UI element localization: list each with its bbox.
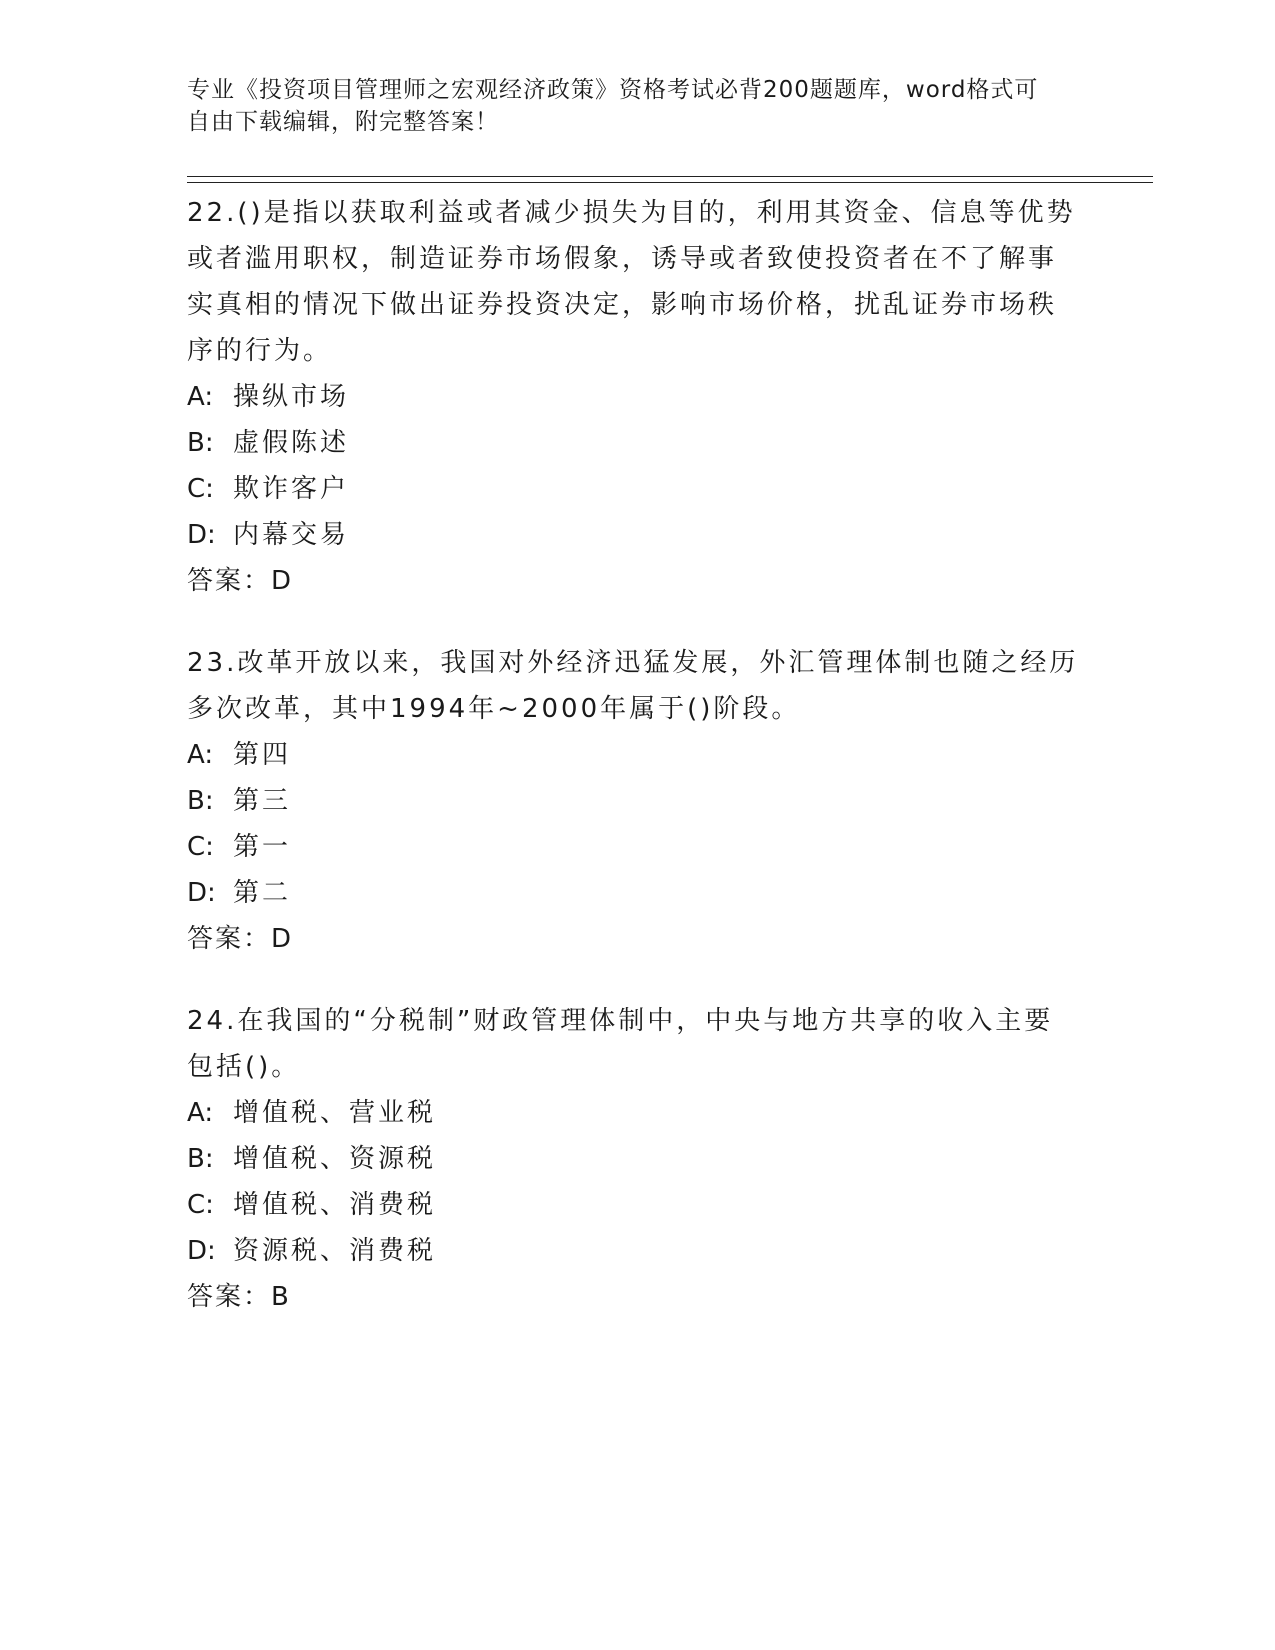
question-stem-line: 23.改革开放以来，我国对外经济迅猛发展，外汇管理体制也随之经历 [187,648,1079,678]
option-text: 虚假陈述 [233,428,350,458]
document-header [187,74,1087,138]
answer-label: 答案： [187,1282,272,1312]
option-text: 第四 [233,740,292,770]
option-c [187,1182,1087,1228]
option-letter: A: [187,382,214,412]
option-text: 增值税、消费税 [233,1190,437,1220]
option-letter: A: [187,1098,214,1128]
answer-line [187,558,1087,604]
option-text: 操纵市场 [233,382,350,412]
option-text: 第二 [233,878,292,908]
option-letter: D: [187,520,216,550]
option-c [187,466,1087,512]
option-a [187,374,1087,420]
option-letter: C: [187,1190,214,1220]
question-stem-line: 序的行为。 [187,336,333,366]
option-text: 欺诈客户 [233,474,350,504]
option-c [187,824,1087,870]
question-stem-line: 24.在我国的“分税制”财政管理体制中，中央与地方共享的收入主要 [187,1006,1054,1036]
option-text: 内幕交易 [233,520,350,550]
question-22 [187,190,1087,604]
answer-line [187,1274,1087,1320]
option-b [187,420,1087,466]
answer-label: 答案： [187,924,272,954]
option-a [187,1090,1087,1136]
answer-value: D [271,566,292,596]
header-divider-bottom [187,182,1153,183]
answer-value: B [271,1282,289,1312]
question-23 [187,640,1087,962]
option-b [187,1136,1087,1182]
header-line-1: 专业《投资项目管理师之宏观经济政策》资格考试必背200题题库，word格式可 [187,77,1039,103]
option-letter: B: [187,428,214,458]
option-d [187,870,1087,916]
option-letter: A: [187,740,214,770]
question-24 [187,998,1087,1320]
option-letter: B: [187,1144,214,1174]
question-stem-line: 或者滥用职权，制造证券市场假象，诱导或者致使投资者在不了解事 [187,244,1058,274]
question-list [187,190,1087,1356]
answer-line [187,916,1087,962]
option-b [187,778,1087,824]
option-letter: C: [187,474,214,504]
option-d [187,512,1087,558]
option-letter: D: [187,878,216,908]
option-a [187,732,1087,778]
option-text: 资源税、消费税 [233,1236,437,1266]
answer-label: 答案： [187,566,272,596]
header-line-2: 自由下载编辑，附完整答案！ [187,109,499,135]
option-text: 第一 [233,832,292,862]
question-stem-line: 实真相的情况下做出证券投资决定，影响市场价格，扰乱证券市场秩 [187,290,1058,320]
header-divider-top [187,176,1153,177]
option-text: 增值税、资源税 [233,1144,437,1174]
question-stem-line: 多次改革，其中1994年~2000年属于()阶段。 [187,694,801,724]
question-stem-line: 包括()。 [187,1052,301,1082]
option-text: 第三 [233,786,292,816]
option-letter: C: [187,832,214,862]
option-letter: B: [187,786,214,816]
answer-value: D [271,924,292,954]
option-text: 增值税、营业税 [233,1098,437,1128]
option-d [187,1228,1087,1274]
option-letter: D: [187,1236,216,1266]
question-stem-line: 22.()是指以获取利益或者减少损失为目的，利用其资金、信息等优势 [187,198,1076,228]
